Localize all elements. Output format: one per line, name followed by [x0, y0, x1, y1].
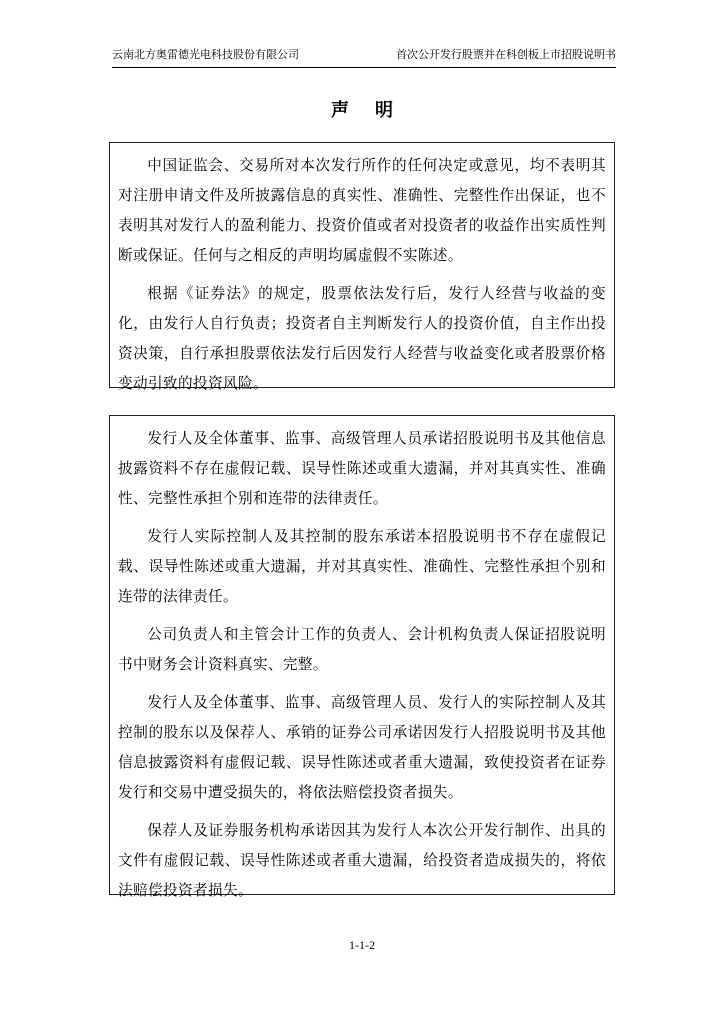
commitment-paragraph: 发行人及全体董事、监事、高级管理人员承诺招股说明书及其他信息披露资料不存在虚假记载、误导性陈述或重大遗漏，并对其真实性、准确性、完整性承担个别和连带的法律责任。 — [118, 430, 606, 507]
commitment-paragraph: 发行人实际控制人及其控制的股东承诺本招股说明书不存在虚假记载、误导性陈述或重大遗漏，并对其真实性、准确性、完整性承担个别和连带的法律责任。 — [118, 528, 606, 605]
regulatory-statement-box — [109, 142, 615, 392]
commitment-paragraph: 发行人及全体董事、监事、高级管理人员、发行人的实际控制人及其控制的股东以及保荐人、承销的证券公司承诺因发行人招股说明书及其他信息披露资料有虚假记载、误导性陈述或者重大遗漏，致使投资者在证券发行和交易中遭受损失的，将依法赔偿投资者损失。 — [118, 694, 606, 801]
page-header — [112, 50, 616, 68]
statement-paragraph: 中国证监会、交易所对本次发行所作的任何决定或意见，均不表明其对注册申请文件及所披露信息的真实性、准确性、完整性作出保证，也不表明其对发行人的盈利能力、投资价值或者对投资者的收益作出实质性判断或保证。任何与之相反的声明均属虚假不实陈述。 — [118, 157, 606, 264]
header-document-title: 首次公开发行股票并在科创板上市招股说明书 — [396, 48, 616, 61]
page-number: 1-1-2 — [349, 938, 375, 952]
issuer-commitment-box — [109, 415, 615, 899]
statement-paragraph: 根据《证券法》的规定，股票依法发行后，发行人经营与收益的变化，由发行人自行负责；投资者自主判断发行人的投资价值，自主作出投资决策，自行承担股票依法发行后因发行人经营与收益变化或者股票价格变动引致的投资风险。 — [118, 285, 606, 392]
commitment-paragraph: 保荐人及证券服务机构承诺因其为发行人本次公开发行制作、出具的文件有虚假记载、误导性陈述或者重大遗漏，给投资者造成损失的，将依法赔偿投资者损失。 — [118, 822, 606, 899]
commitment-paragraph: 公司负责人和主管会计工作的负责人、会计机构负责人保证招股说明书中财务会计资料真实、完整。 — [118, 626, 606, 673]
header-company-name: 云南北方奥雷德光电科技股份有限公司 — [112, 48, 299, 61]
page-title: 声明 — [331, 100, 419, 121]
